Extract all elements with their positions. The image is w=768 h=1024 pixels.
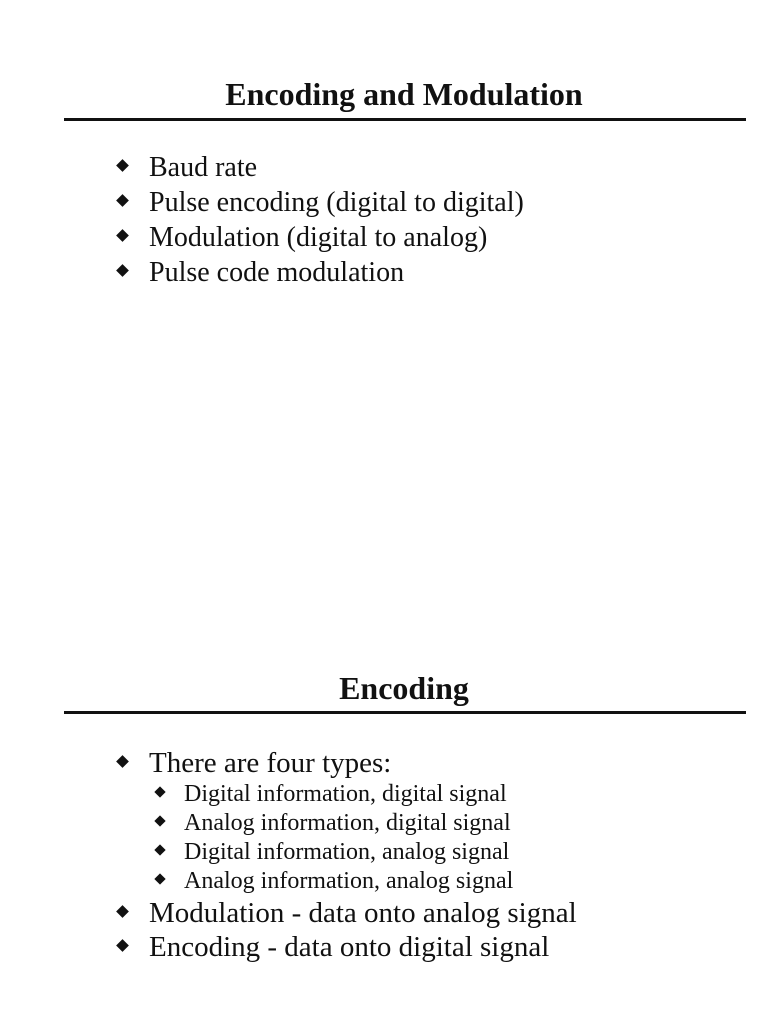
list-item — [118, 150, 524, 185]
diamond-bullet-icon — [116, 159, 129, 172]
title-rule — [64, 118, 746, 121]
diamond-bullet-icon — [116, 755, 129, 768]
diamond-bullet-icon — [116, 229, 129, 242]
slide-title: Encoding and Modulation — [225, 76, 583, 112]
list-item-text: Encoding - data onto digital signal — [149, 931, 550, 963]
sub-list-item-text: Digital information, analog signal — [184, 839, 510, 865]
list-item — [118, 930, 577, 964]
sub-list-item-text: Analog information, analog signal — [184, 868, 514, 894]
list-item-text: There are four types: — [149, 747, 392, 779]
sub-list-item-text: Digital information, digital signal — [184, 781, 507, 807]
list-item — [118, 185, 524, 220]
sub-list-item — [118, 780, 577, 809]
list-item — [118, 220, 524, 255]
list-item — [118, 255, 524, 290]
list-item — [118, 896, 577, 930]
list-item-text: Modulation - data onto analog signal — [149, 897, 577, 929]
diamond-bullet-icon — [116, 194, 129, 207]
list-item — [118, 746, 577, 780]
diamond-bullet-icon — [154, 786, 165, 797]
diamond-bullet-icon — [154, 873, 165, 884]
slide-title: Encoding — [339, 670, 469, 706]
list-item-text: Modulation (digital to analog) — [149, 222, 488, 253]
list-item-text: Pulse code modulation — [149, 257, 405, 288]
diamond-bullet-icon — [116, 264, 129, 277]
title-rule — [64, 711, 746, 714]
sub-list-item-text: Analog information, digital signal — [184, 810, 511, 836]
sub-list-item — [118, 867, 577, 896]
diamond-bullet-icon — [116, 905, 129, 918]
bullet-list — [118, 746, 577, 964]
list-item-text: Pulse encoding (digital to digital) — [149, 187, 524, 218]
diamond-bullet-icon — [116, 939, 129, 952]
sub-list-item — [118, 838, 577, 867]
diamond-bullet-icon — [154, 844, 165, 855]
bullet-list — [118, 150, 524, 290]
list-item-text: Baud rate — [149, 152, 258, 183]
sub-list-item — [118, 809, 577, 838]
diamond-bullet-icon — [154, 815, 165, 826]
